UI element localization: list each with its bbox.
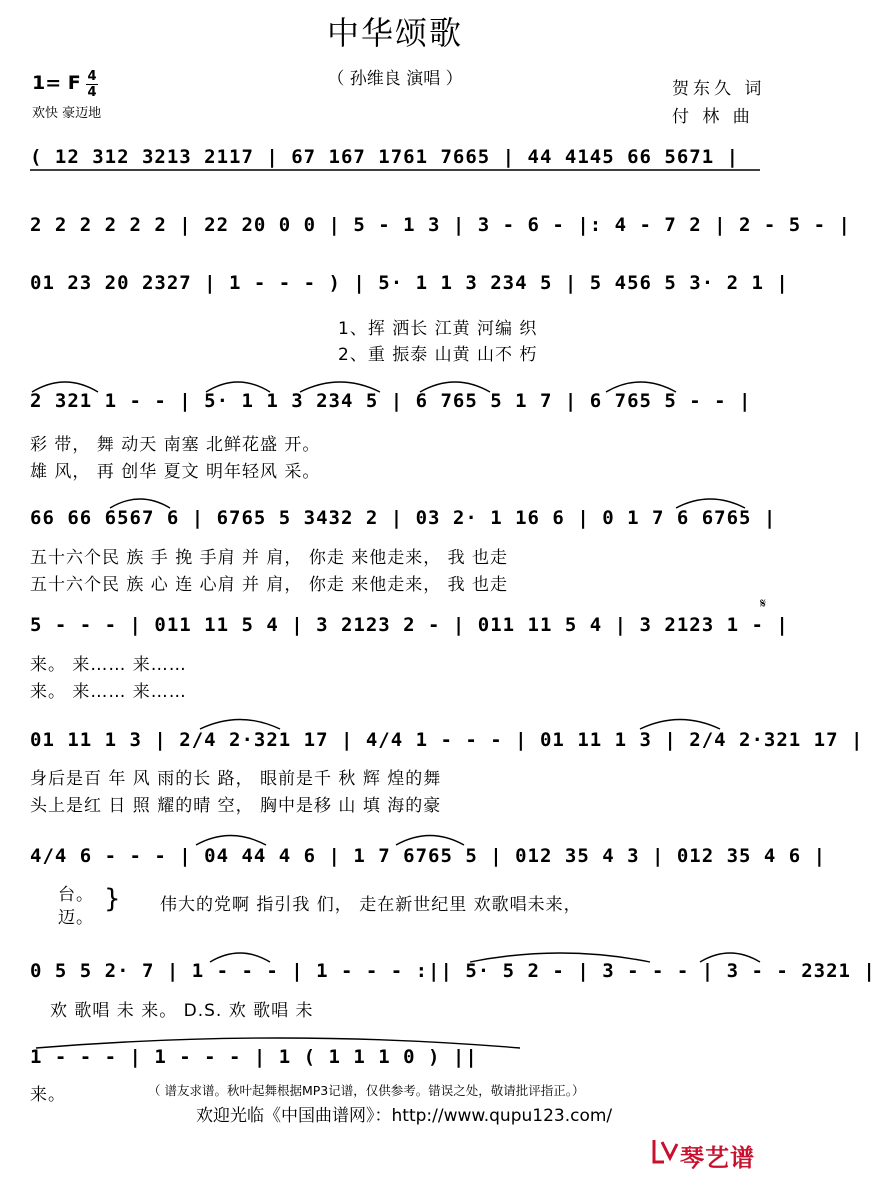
lyric-line-7a: 身后是百 年 风 雨的长 路， 眼前是千 秋 辉 煌的舞 [30, 769, 442, 789]
lyric-line-10: 来。 [30, 1085, 66, 1105]
score-line-3: 01 23 20 2327 | 1 - - - ) | 5· 1 1 3 234 5 | 5 456 5 3· 2 1 | [30, 272, 789, 294]
brand-name: 琴艺谱 [680, 1144, 755, 1172]
lyric-line-5b: 五十六个民 族 心 连 心肩 并 肩， 你走 来他走来， 我 也走 [30, 575, 509, 595]
score-line-10: 1 - - - | 1 - - - | 1 ( 1 1 1 0 ) || [30, 1046, 478, 1068]
score-line-8: 4/4 6 - - - | 04 44 4 6 | 1 7 6765 5 | 012 35 4 3 | 012 35 4 6 | [30, 845, 827, 867]
lyric-line-8b: 迈。 [58, 908, 94, 928]
lyric-line-3a: 1、挥 洒长 江黄 河编 织 [338, 319, 538, 339]
score-line-6: 5 - - - | 011 11 5 4 | 3 2123 2 - | 011 11 5 4 | 3 2123 1 - | [30, 614, 789, 636]
lyric-line-6b: 来。 来…… 来…… [30, 682, 187, 702]
time-signature-bottom: 4 [87, 85, 97, 100]
score-line-4: 2 321 1 - - | 5· 1 1 3 234 5 | 6 765 5 1 7 | 6 765 5 - - | [30, 390, 752, 412]
singer-credit: （ 孙维良 演唱 ） [327, 69, 463, 89]
score-line-7: 01 11 1 3 | 2/4 2·321 17 | 4/4 1 - - - | 01 11 1 3 | 2/4 2·321 17 | [30, 729, 864, 751]
score-line-2: 2 2 2 2 2 2 | 22 20 0 0 | 5 - 1 3 | 3 - 6 - |: 4 - 7 2 | 2 - 5 - | [30, 214, 851, 236]
lyric-line-8a: 台。 [58, 885, 94, 905]
lyric-line-4b: 雄 风， 再 创华 夏文 明年轻风 采。 [30, 462, 321, 482]
lyric-line-3b: 2、重 振泰 山黄 山不 朽 [338, 345, 538, 365]
lyric-line-7b: 头上是红 日 照 耀的晴 空， 胸中是移 山 填 海的豪 [30, 796, 442, 816]
lyric-brace: } [104, 884, 122, 914]
key-signature: 1= F [32, 72, 81, 94]
tempo-marking: 欢快 豪迈地 [32, 106, 102, 121]
lyric-line-9: 欢 歌唱 未 来。 D.S. 欢 歌唱 未 [50, 1001, 314, 1021]
footer-note: （ 谱友求谱。秋叶起舞根据MP3记谱，仅供参考。错误之处，敬请批评指正。） [148, 1083, 585, 1098]
score-line-5: 66 66 6567 6 | 6765 5 3432 2 | 03 2· 1 16 6 | 0 1 7 6 6765 | [30, 507, 777, 529]
score-line-9: 0 5 5 2· 7 | 1 - - - | 1 - - - :|| 5· 5 2 - | 3 - - - | 3 - - 2321 | [30, 960, 876, 982]
dal-segno-sign: 𝄋 [760, 596, 767, 612]
lyric-line-5a: 五十六个民 族 手 挽 手肩 并 肩， 你走 来他走来， 我 也走 [30, 548, 509, 568]
lyric-line-4a: 彩 带， 舞 动天 南塞 北鲜花盛 开。 [30, 435, 321, 455]
page-title: 中华颂歌 [326, 14, 463, 52]
footer-site-link[interactable]: 欢迎光临《中国曲谱网》：http://www.qupu123.com/ [196, 1106, 613, 1126]
lyricist-credit: 贺东久 词 [672, 79, 766, 99]
composer-credit: 付 林 曲 [672, 107, 754, 127]
time-signature-top: 4 [87, 69, 97, 84]
lyric-line-8c: 伟大的党啊 指引我 们， 走在新世纪里 欢歌唱未来， [160, 895, 582, 915]
lyric-line-6a: 来。 来…… 来…… [30, 655, 187, 675]
score-line-1: ( 12 312 3213 2117 | 67 167 1761 7665 | 44 4145 66 5671 | [30, 146, 740, 168]
